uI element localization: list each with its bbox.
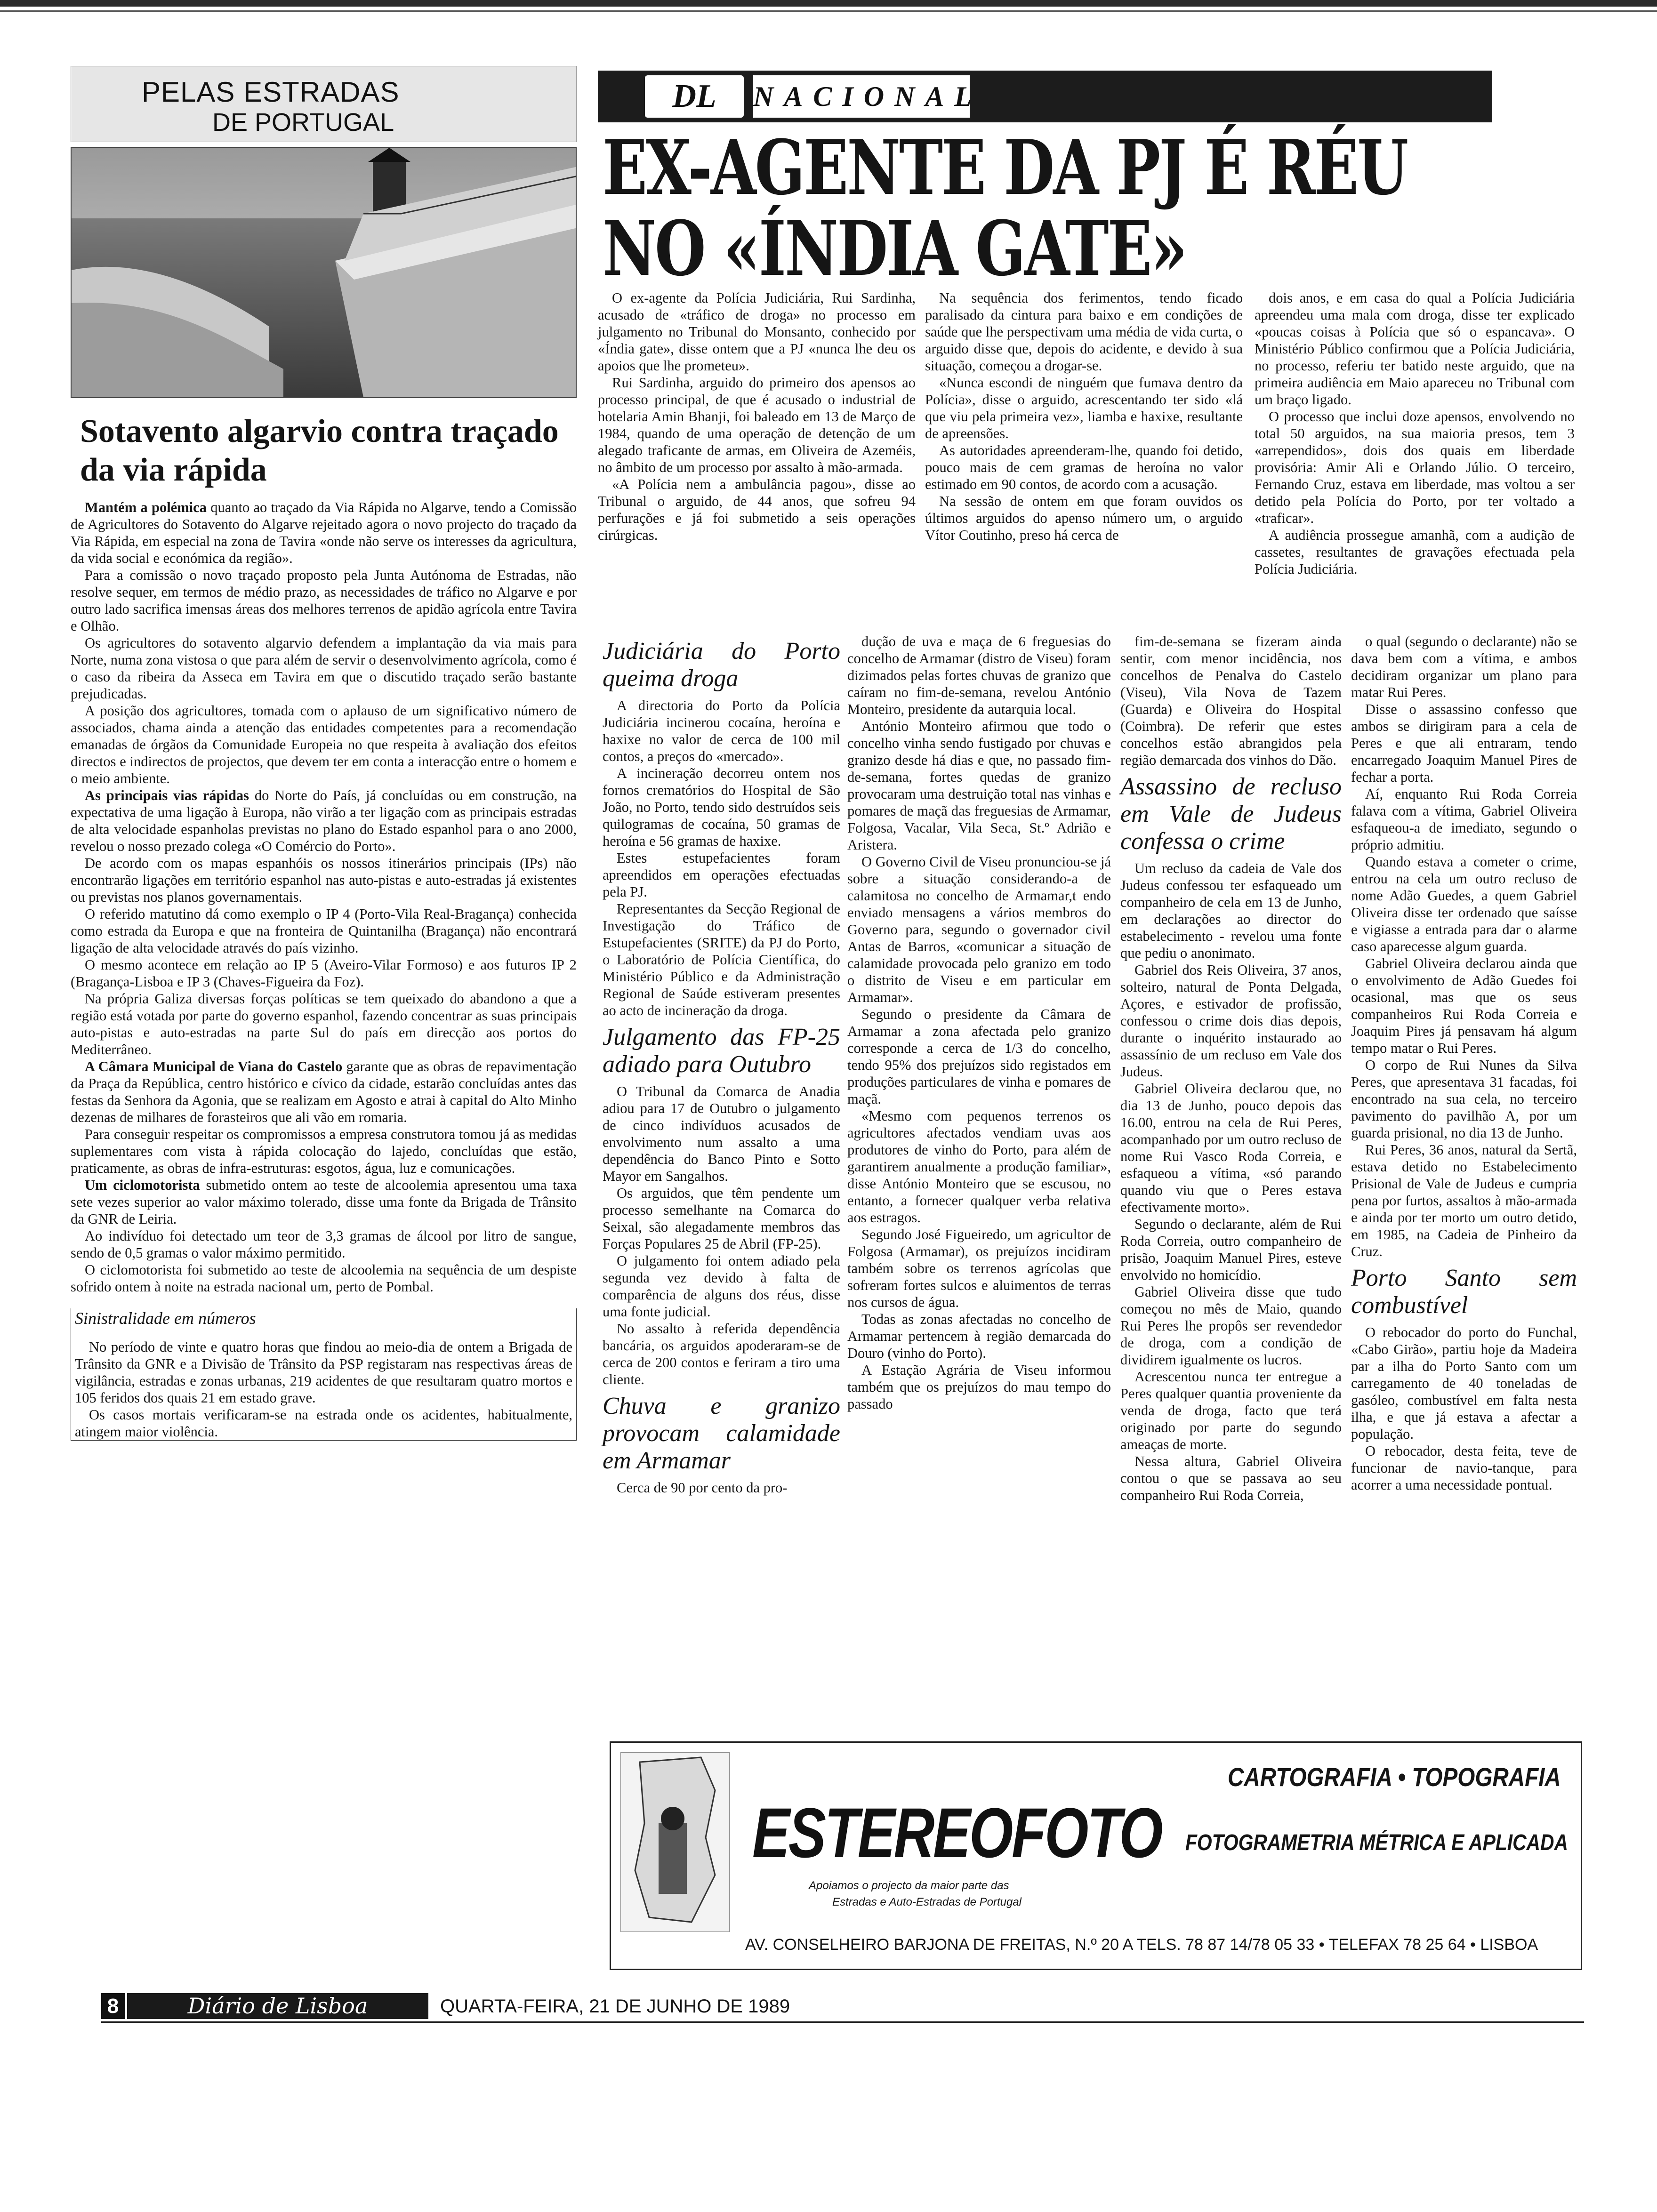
main-paragraph: «A Polícia nem a ambulância pagou», disse ao Tribunal o arguido, de 44 anos, que sofreu 94 perfurações e já foi submetido a seis operações cirúrgicas. xyxy=(598,476,916,543)
story-paragraph: O rebocador, desta feita, teve de funcionar de navio-tanque, para acorrer a uma necessidade pontual. xyxy=(1351,1443,1577,1493)
section-banner xyxy=(598,71,1492,122)
story-paragraph: A directoria do Porto da Polícia Judiciária incinerou cocaína, heroína e haxixe no valor de cerca de 100 mil contos, a preços do «mercado». xyxy=(603,697,840,764)
lower-col-1 xyxy=(603,633,840,1496)
story-paragraph: Nessa altura, Gabriel Oliveira contou o que se passava ao seu companheiro Rui Roda Correia, xyxy=(1120,1453,1342,1503)
top-rule-thin xyxy=(0,10,1657,12)
paragraph-lead: A Câmara Municipal de Viana do Castelo xyxy=(85,1058,343,1074)
estereofoto-advert xyxy=(610,1741,1582,1970)
story-paragraph: Disse o assassino confesso que ambos se dirigiram para a cela de Peres e que ali entraram, tendo encarregado Joaquim Manuel Pires de fechar a porta. xyxy=(1351,701,1577,785)
left-paragraph xyxy=(71,990,577,1058)
story-paragraph: Gabriel Oliveira declarou que, no dia 13 de Junho, pouco depois das 16.00, entrou na cela de Rui Peres, acompanhado por um outro recluso de nome Rui Vasco Roda Correia, e esfaqueou a vítima, «só parando quando viu que o Peres estava efectivamente morto». xyxy=(1120,1081,1342,1215)
story-paragraph: dução de uva e maça de 6 freguesias do concelho de Armamar (distro de Viseu) foram dizimados pelas fortes chuvas de granizo que caíram no fim-de-semana, revelou António Monteiro, presidente da autarquia local. xyxy=(847,633,1111,717)
story-headline: Porto Santo sem combustível xyxy=(1351,1265,1577,1319)
top-rule xyxy=(0,0,1657,7)
dl-logo: DL xyxy=(645,75,744,118)
story-paragraph: «Mesmo com pequenos terrenos os agricultores afectados vendiam uvas aos produtores de vinho do Porto, para além de garantirem anualmente a produção familiar», disse António Monteiro que se escusou, no entanto, a fornecer qualquer verba relativa aos estragos. xyxy=(847,1108,1111,1226)
paragraph-text: Na própria Galiza diversas forças políticas se tem queixado do abandono a que a região está votada por parte do governo espanhol, fazendo concentrar as suas principais auto-pistas e auto-estradas na parte Sul do país em direcção aos portos do Mediterrâneo. xyxy=(71,991,577,1058)
left-headline: Sotavento algarvio contra traçado da via rápida xyxy=(80,413,559,488)
coastal-fortress-photo xyxy=(71,147,577,398)
main-article-col-3 xyxy=(1255,289,1575,577)
paragraph-text: O referido matutino dá como exemplo o IP 4 (Porto-Vila Real-Bragança) conhecida como estrada da Europa e que na fronteira de Quintanilha (Bragança) não encontrará ligação de alta velocidade através do país vizinho. xyxy=(71,906,577,956)
story-headline: Judiciária do Porto queima droga xyxy=(603,638,840,692)
story-paragraph: Os arguidos, que têm pendente um processo semelhante na Comarca do Seixal, são alegadamente membros das Forças Populares 25 de Abril (FP-25). xyxy=(603,1185,840,1252)
left-paragraph xyxy=(71,1261,577,1295)
tagline-1: Apoiamos o projecto da maior parte das xyxy=(809,1879,1009,1892)
banner-line-1: PELAS ESTRADAS xyxy=(142,76,400,108)
left-paragraph xyxy=(71,634,577,702)
paragraph-text: Para a comissão o novo traçado proposto pela Junta Autónoma de Estradas, não resolve sequer, em termos de médio prazo, as necessidades de tráfico no Algarve e por outro lado sacrifica imensas áreas dos melhores terrenos de apidão agrícola entre Tavira e Olhão. xyxy=(71,567,577,634)
story-paragraph: No assalto à referida dependência bancária, os arguidos apoderaram-se de cerca de 200 contos e feriram a tiro uma cliente. xyxy=(603,1321,840,1387)
paragraph-lead: Um ciclomotorista xyxy=(85,1177,200,1193)
paragraph-text: Ao indivíduo foi detectado um teor de 3,3 gramas de álcool por litro de sangue, sendo de 0,5 gramas o valor máximo permitido. xyxy=(71,1228,577,1261)
story-paragraph: O Governo Civil de Viseu pronunciou-se já sobre a situação considerando-a de calamitosa no concelho de Armamar,t endo enviado mensagens a vários membros do Governo para, segundo o governador civil Antas de Barros, «comunicar a situação de calamidade provocada pelo granizo em todo o distrito de Viseu e em particular em Armamar». xyxy=(847,854,1111,1005)
story-paragraph: Segundo José Figueiredo, um agricultor de Folgosa (Armamar), os prejuízos incidiram também sobre os terrenos agrícolas que sofreram fortes sulcos e aluimentos de terras nos cursos de água. xyxy=(847,1226,1111,1310)
story-paragraph: Um recluso da cadeia de Vale dos Judeus confessou ter esfaqueado um companheiro de cela em 13 de Junho, em declarações ao director do estabelecimento - revelou uma fonte que pediu o anonimato. xyxy=(1120,860,1342,961)
left-paragraph xyxy=(71,906,577,956)
tagline-2: Estradas e Auto-Estradas de Portugal xyxy=(832,1896,1022,1908)
lower-col-2 xyxy=(847,633,1111,1412)
story-paragraph: Representantes da Secção Regional de Investigação do Tráfico de Estupefacientes (SRITE) da PJ do Porto, o Laboratório de Polícia Científica, do Ministério Público e da Administração Regional de Saúde estiveram presentes ao acto de incineração da droga. xyxy=(603,901,840,1018)
main-paragraph: Rui Sardinha, arguido do primeiro dos apensos ao processo principal, de que é acusado o industrial de hotelaria Amin Bhanji, foi baleado em 13 de Março de 1984, quando de uma operação de detenção de um alegado traficante de armas, em Oliveira de Azeméis, no âmbito de um processo por assalto à mão-armada. xyxy=(598,375,916,475)
left-paragraph xyxy=(71,499,577,567)
story-paragraph: O julgamento foi ontem adiado pela segunda vez devido à falta de comparência de alguns dos réus, disse uma fonte judicial. xyxy=(603,1253,840,1320)
story-paragraph: Segundo o declarante, além de Rui Roda Correia, outro companheiro de prisão, Joaquim Manuel Pires, esteve envolvido no homicídio. xyxy=(1120,1216,1342,1283)
left-paragraph xyxy=(71,1058,577,1126)
story-paragraph: Acrescentou nunca ter entregue a Peres qualquer quantia proveniente da venda de droga, facto que terá originado por parte do segundo ameaças de morte. xyxy=(1120,1369,1342,1452)
paragraph-text: submetido ontem ao teste de alcoolemia apresentou uma taxa sete vezes superior ao valor máximo tolerado, disse uma fonte da Brigada de Trânsito da GNR de Leiria. xyxy=(71,1177,577,1227)
box-paragraph: Os casos mortais verificaram-se na estrada onde os acidentes, habitualmente, atingem maior violência. xyxy=(75,1407,572,1440)
paragraph-text: Os agricultores do sotavento algarvio defendem a implantação da via mais para Norte, numa zona vistosa o que para além de servir o desenvolvimento agrícola, como é o caso da ribeira da Asseca em Tavira em que o discutido traçado serão bastante prejudicadas. xyxy=(71,635,577,702)
paragraph-text: quanto ao traçado da Via Rápida no Algarve, tendo a Comissão de Agricultores do Sotavento do Algarve rejeitado agora o novo projecto do traçado da Via Rápida, em especial na zona de Tavira «onde não serve os interesses da agricultura, da vida social e económica da região». xyxy=(71,499,577,566)
sinistralidade-subhead: Sinistralidade em números xyxy=(75,1309,256,1328)
section-name: NACIONAL xyxy=(753,75,970,118)
story-paragraph: Estes estupefacientes foram apreendidos em operações efectuadas pela PJ. xyxy=(603,850,840,900)
paragraph-text: Para conseguir respeitar os compromissos a empresa construtora tomou já as medidas suplementares com vista à rápida colocação do lajedo, concluídas que estão, praticamente, as obras de infra-estruturas: esgotos, água, luz e comunicações. xyxy=(71,1126,577,1176)
brand-logo: ESTEREOFOTO xyxy=(752,1793,1162,1872)
left-article-body xyxy=(71,499,577,1295)
main-paragraph: As autoridades apreenderam-lhe, quando foi detido, pouco mais de cem gramas de heroína no valor estimado em 90 contos, de acordo com a acusação. xyxy=(925,442,1243,492)
left-column xyxy=(71,66,577,1441)
sinistralidade-body xyxy=(75,1338,572,1440)
story-paragraph: António Monteiro afirmou que todo o concelho vinha sendo fustigado por chuvas e granizo desde há dias e que, no passado fim-de-semana, fortes quedas de granizo provocaram uma destruição total nas vinhas e pomares de maçã das freguesias de Armamar, Folgosa, Vacalar, Vila Seca, St.º Adrião e Aristera. xyxy=(847,718,1111,853)
banner-line-2: DE PORTUGAL xyxy=(212,108,394,136)
story-headline: Julgamento das FP-25 adiado para Outubro xyxy=(603,1024,840,1078)
paragraph-lead: Mantém a polémica xyxy=(85,499,207,515)
story-paragraph: Gabriel Oliveira disse que tudo começou no mês de Maio, quando Rui Peres lhe propôs ser revendedor de droga, com a condição de dividirem igualmente os lucros. xyxy=(1120,1284,1342,1368)
headline-line-1: EX-AGENTE DA PJ É RÉU xyxy=(603,123,1407,212)
services-2: FOTOGRAMETRIA MÉTRICA E APLICADA xyxy=(1185,1830,1568,1855)
left-paragraph xyxy=(71,787,577,855)
sinistralidade-box xyxy=(71,1308,577,1441)
story-paragraph: o qual (segundo o declarante) não se dava bem com a vítima, e ambos decidiram organizar um plano para matar Rui Peres. xyxy=(1351,633,1577,700)
box-paragraph: No período de vinte e quatro horas que findou ao meio-dia de ontem a Brigada de Trânsito da GNR e a Divisão de Trânsito da PSP registaram nas respectivas áreas de vigilância, estradas e zonas urbanas, 219 acidentes de que resultaram quatro mortos e 105 feridos dos quais 21 em estado grave. xyxy=(75,1339,572,1406)
story-paragraph: A incineração decorreu ontem nos fornos crematórios do Hospital de São João, no Porto, tendo sido destruídos seis quilogramas de cocaína, 50 gramas de heroína e 56 gramas de haxixe. xyxy=(603,765,840,849)
main-paragraph: O processo que inclui doze apensos, envolvendo no total 50 arguidos, na sua maioria presos, tem 3 «arrependidos», dois dos quais em liberdade provisória: Amir Ali e Orlando Júlio. O terceiro, Fernando Cruz, estava em liberdade, mas voltou a ser detido pela Polícia do Porto, por ter voltado a «traficar». xyxy=(1255,409,1575,526)
main-paragraph: Na sessão de ontem em que foram ouvidos os últimos arguidos do apenso número um, o arguido Vítor Coutinho, preso há cerca de xyxy=(925,493,1243,543)
services-1: CARTOGRAFIA • TOPOGRAFIA xyxy=(1228,1762,1561,1792)
story-paragraph: Rui Peres, 36 anos, natural da Sertã, estava detido no Estabelecimento Prisional de Vale de Judeus e cumpria pena por furtos, assaltos à mão-armada e ainda por ter morto um outro detido, em 1985, na Cadeia de Pinheiro da Cruz. xyxy=(1351,1142,1577,1259)
story-paragraph: O Tribunal da Comarca de Anadia adiou para 17 de Outubro o julgamento de cinco indivíduos acusados de envolvimento num assalto a uma dependência do Banco Pinto e Sotto Mayor em Sangalhos. xyxy=(603,1083,840,1184)
lower-col-4 xyxy=(1351,633,1577,1493)
paragraph-text: garante que as obras de repavimentação da Praça da República, centro histórico e cívico da cidade, estarão concluídas antes das festas da Senhora da Agonia, que se realizam em Agosto e atrai à capital do Alto Minho dezenas de milhares de forasteiros que ali vão em romaria. xyxy=(71,1058,577,1125)
left-paragraph xyxy=(71,1227,577,1261)
story-paragraph: Segundo o presidente da Câmara de Armamar a zona afectada pelo granizo corresponde a cerca de 1/3 do concelho, tendo 95% dos prejuízos sido registados em produções particulares de vinha e pomares de maçã. xyxy=(847,1006,1111,1107)
paragraph-text: do Norte do País, já concluídas ou em construção, na expectativa de uma ligação à Europa, não virão a ter ligação com as principais estradas de alta velocidade espanholas previstas no plano do Estado espanhol para o ano 2000, revelou o nosso prezado colega «O Comércio do Porto». xyxy=(71,787,577,854)
story-headline: Chuva e granizo provocam calamidade em Armamar xyxy=(603,1393,840,1474)
page-footer xyxy=(101,1993,1584,2023)
story-paragraph: Cerca de 90 por cento da pro- xyxy=(617,1480,788,1496)
main-paragraph: «Nunca escondi de ninguém que fumava dentro da Polícia», disse o arguido, acrescentando ter sido «lá que viu pela primeira vez», liamba e haxixe, resultante de apreensões. xyxy=(925,375,1243,441)
main-article-col-1 xyxy=(598,289,916,544)
story-paragraph: O corpo de Rui Nunes da Silva Peres, que apresentava 31 facadas, foi encontrado na sua cela, no terceiro pavimento do pavilhão A, por um guarda prisional, no dia 13 de Junho. xyxy=(1351,1057,1577,1141)
address: AV. CONSELHEIRO BARJONA DE FREITAS, N.º 20 A TELS. 78 87 14/78 05 33 • TELEFAX 78 25 64 • LISBOA xyxy=(745,1936,1538,1954)
story-paragraph: Aí, enquanto Rui Roda Correia falava com a vítima, Gabriel Oliveira esfaqueou-a de imediato, segundo o próprio admitiu. xyxy=(1351,786,1577,853)
issue-date: QUARTA-FEIRA, 21 DE JUNHO DE 1989 xyxy=(440,1996,790,2017)
paragraph-lead: As principais vias rápidas xyxy=(85,787,249,803)
story-headline: Assassino de recluso em Vale de Judeus confessa o crime xyxy=(1120,773,1342,855)
map-illustration xyxy=(620,1752,730,1932)
story-paragraph: Quando estava a cometer o crime, entrou na cela um outro recluso de nome Adão Guedes, a quem Gabriel Oliveira disse ter ordenado que saísse e vigiasse a entrada para dar o alarme caso aparecesse algum guarda. xyxy=(1351,854,1577,954)
left-paragraph xyxy=(71,702,577,787)
left-paragraph xyxy=(71,956,577,990)
page-number: 8 xyxy=(101,1993,125,2019)
story-paragraph: fim-de-semana se fizeram ainda sentir, com menor incidência, nos concelhos de Penalva do Castelo (Viseu), Vila Nova de Tazem (Guarda) e Oliveira do Hospital (Coimbra). De referir que estes concelhos estão abrangidos pela região demarcada dos vinhos do Dão. xyxy=(1120,633,1342,768)
main-paragraph: O ex-agente da Polícia Judiciária, Rui Sardinha, acusado de «tráfico de droga» no processo em julgamento no Tribunal do Monsanto, conhecido por «Índia gate», disse ontem que a PJ «nunca lhe deu os apoios que lhe prometeu». xyxy=(598,290,916,374)
paragraph-text: O ciclomotorista foi submetido ao teste de alcoolemia na sequência de um despiste sofrido ontem à noite na estrada nacional um, perto de Pombal. xyxy=(71,1262,577,1295)
left-paragraph xyxy=(71,1177,577,1227)
paragraph-text: De acordo com os mapas espanhóis os nossos itinerários principais (IPs) não encontrarão ligações em território espanhol nas auto-pistas e auto-estradas já existentes ou previstas nos planos governamentais. xyxy=(71,855,577,905)
masthead: Diário de Lisboa xyxy=(127,1993,428,2019)
paragraph-text: O mesmo acontece em relação ao IP 5 (Aveiro-Vilar Formoso) e aos futuros IP 2 (Bragança-Lisboa e IP 3 (Chaves-Figueira da Foz). xyxy=(71,957,577,990)
main-article-col-2 xyxy=(925,289,1243,544)
pelas-estradas-banner xyxy=(71,66,577,142)
lower-col-3 xyxy=(1120,633,1342,1504)
left-paragraph xyxy=(71,855,577,906)
story-paragraph: Gabriel Oliveira declarou ainda que o envolvimento de Adão Guedes foi ocasional, mas que os seus companheiros Rui Roda Correia e Joaquim Pires já pensavam há algum tempo matar o Rui Peres. xyxy=(1351,955,1577,1056)
headline-line-2: NO «ÍNDIA GATE» xyxy=(603,204,1186,293)
left-paragraph xyxy=(71,567,577,634)
main-paragraph: dois anos, e em casa do qual a Polícia Judiciária apreendeu uma mala com droga, disse ter explicado «poucas coisas à Polícia que só o espancava». O Ministério Público confirmou que a Polícia Judiciária, no processo, referiu ter batido neste arguido, que na primeira audiência em Maio apareceu no Tribunal com um braço ligado. xyxy=(1255,290,1575,408)
left-paragraph xyxy=(71,1126,577,1177)
main-headline xyxy=(603,123,1407,293)
paragraph-text: A posição dos agricultores, tomada com o aplauso de um significativo número de associados, chama ainda a atenção das entidades competentes para a recomendação emanadas de órgãos da Comunidade Europeia no que respeita à avaliação dos efeitos directos e indirectos de projectos, que devem ter em conta a interacção entre o homem e o meio ambiente. xyxy=(71,703,577,786)
story-paragraph: O rebocador do porto do Funchal, «Cabo Girão», partiu hoje da Madeira par a ilha do Porto Santo com um carregamento de 40 toneladas de gasóleo, combustível em falta nesta ilha, e que já estava a afectar a população. xyxy=(1351,1324,1577,1442)
main-paragraph: A audiência prossegue amanhã, com a audição de cassetes, resultantes de gravações efectuada pela Polícia Judiciária. xyxy=(1255,527,1575,577)
story-paragraph: Gabriel dos Reis Oliveira, 37 anos, solteiro, natural de Ponta Delgada, Açores, e estivador de profissão, confessou o crime dois dias depois, durante o inquérito instaurado ao assassínio de um recluso em Vale dos Judeus. xyxy=(1120,962,1342,1080)
main-paragraph: Na sequência dos ferimentos, tendo ficado paralisado da cintura para baixo e em condições de saúde que lhe perspectivam uma média de vida curta, o arguido disse que, depois do acidente, e devido à sua situação, começou a drogar-se. xyxy=(925,290,1243,374)
story-paragraph: Todas as zonas afectadas no concelho de Armamar pertencem à região demarcada do Douro (vinho do Porto). xyxy=(847,1311,1111,1361)
story-paragraph: A Estação Agrária de Viseu informou também que os prejuízos do mau tempo do passado xyxy=(847,1362,1111,1412)
